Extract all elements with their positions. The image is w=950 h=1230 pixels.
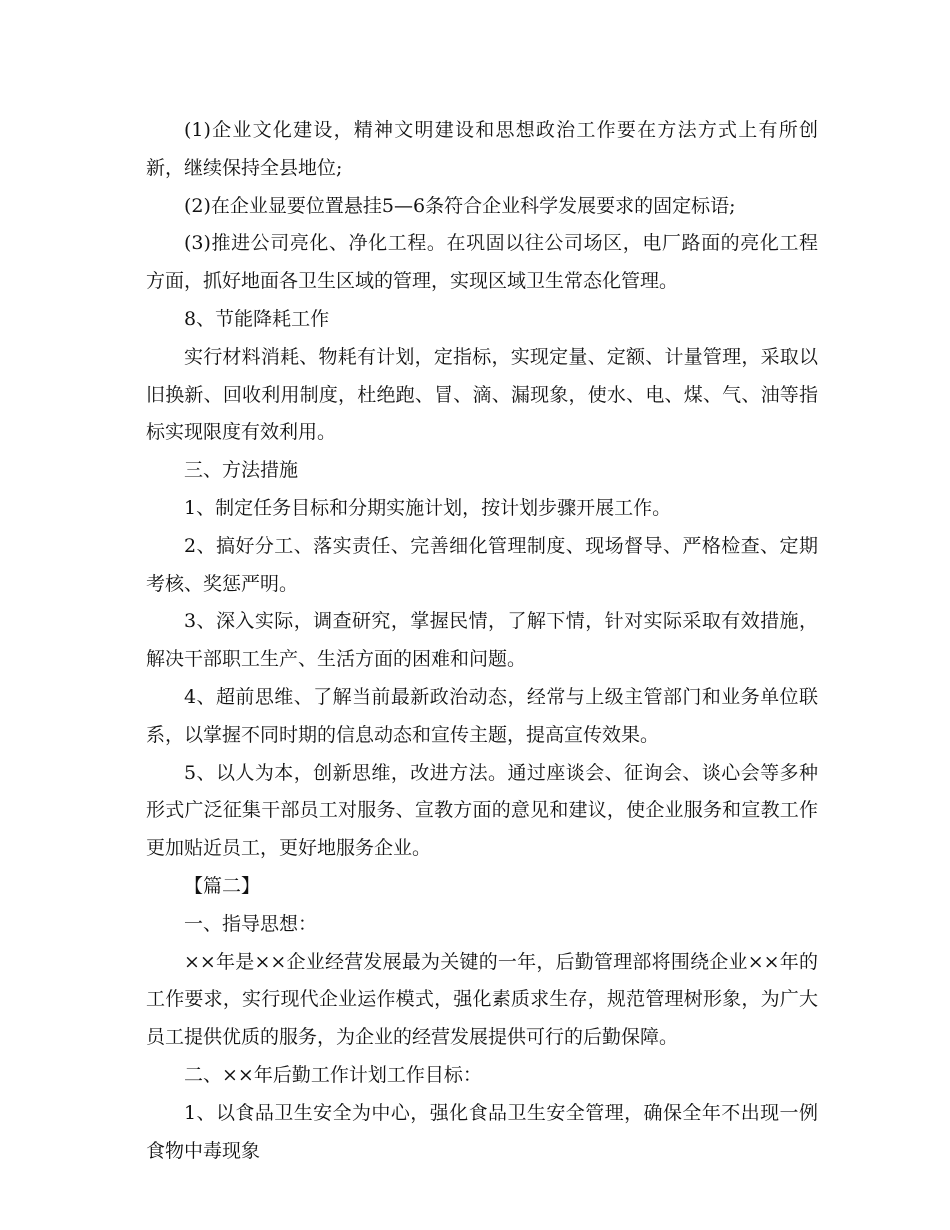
paragraph-measure-4: 4、超前思维、了解当前最新政治动态，经常与上级主管部门和业务单位联系，以掌握不同时期的信息动态和宣传主题，提高宣传效果。 (146, 685, 818, 746)
paragraph-guiding-ideology: ××年是××企业经营发展最为关键的一年，后勤管理部将围绕企业××年的工作要求，实行现代企业运作模式，强化素质求生存，规范管理树形象，为广大员工提供优质的服务，为企业的经营发展提供可行的后勤保障。 (146, 950, 818, 1049)
paragraph-measure-1: 1、制定任务目标和分期实施计划，按计划步骤开展工作。 (184, 496, 672, 519)
section-heading-part-two: 【篇二】 (184, 874, 261, 897)
section-heading-energy-saving: 8、节能降耗工作 (184, 307, 330, 330)
paragraph-measure-3: 3、深入实际，调查研究，掌握民情，了解下情，针对实际采取有效措施，解决干部职工生产、生活方面的困难和问题。 (146, 610, 818, 671)
paragraph-measure-2: 2、搞好分工、落实责任、完善细化管理制度、现场督导、严格检查、定期考核、奖惩严明。 (146, 534, 818, 595)
section-heading-measures: 三、方法措施 (184, 459, 299, 482)
paragraph-material-consumption: 实行材料消耗、物耗有计划，定指标，实现定量、定额、计量管理，采取以旧换新、回收利用制度，杜绝跑、冒、滴、漏现象，使水、电、煤、气、油等指标实现限度有效利用。 (146, 345, 818, 444)
paragraph-measure-5: 5、以人为本，创新思维，改进方法。通过座谈会、征询会、谈心会等多种形式广泛征集干部员工对服务、宣教方面的意见和建议，使企业服务和宣教工作更加贴近员工，更好地服务企业。 (146, 761, 818, 860)
section-heading-guiding-ideology: 一、指导思想： (184, 912, 318, 935)
paragraph-slogans: (2)在企业显要位置悬挂5—6条符合企业科学发展要求的固定标语; (184, 194, 736, 217)
document-body (146, 112, 818, 1170)
section-heading-work-goals: 二、××年后勤工作计划工作目标： (184, 1063, 482, 1086)
paragraph-culture-building: (1)企业文化建设，精神文明建设和思想政治工作要在方法方式上有所创新，继续保持全县地位; (146, 119, 818, 179)
paragraph-lighting-cleaning: (3)推进公司亮化、净化工程。在巩固以往公司场区，电厂路面的亮化工程方面，抓好地面各卫生区域的管理，实现区域卫生常态化管理。 (146, 232, 818, 293)
paragraph-food-safety: 1、以食品卫生安全为中心，强化食品卫生安全管理，确保全年不出现一例食物中毒现象 (146, 1101, 818, 1162)
